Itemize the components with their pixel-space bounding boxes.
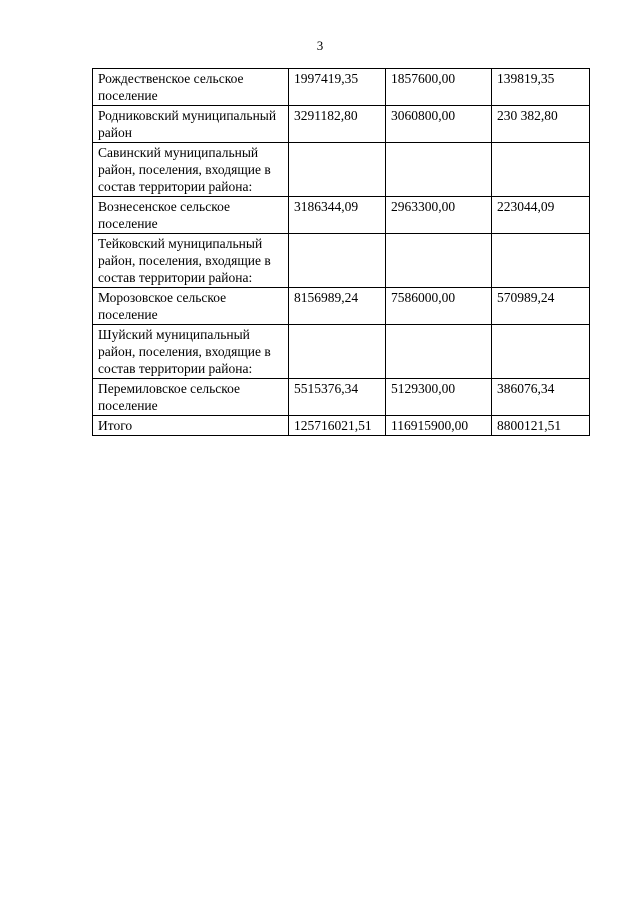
amount-cell-3: 386076,34 <box>492 379 590 416</box>
amount-cell-1: 5515376,34 <box>289 379 386 416</box>
table-row <box>93 69 590 106</box>
municipality-name-cell: Рождественское сельское поселение <box>93 69 289 106</box>
amount-cell-1 <box>289 143 386 197</box>
municipality-name-cell: Родниковский муниципальный район <box>93 106 289 143</box>
table-row <box>93 325 590 379</box>
amount-cell-1 <box>289 325 386 379</box>
table-row <box>93 197 590 234</box>
table-row <box>93 379 590 416</box>
amount-cell-2: 2963300,00 <box>386 197 492 234</box>
amount-cell-1 <box>289 234 386 288</box>
amount-cell-3: 139819,35 <box>492 69 590 106</box>
amount-cell-3 <box>492 325 590 379</box>
amount-cell-3: 230 382,80 <box>492 106 590 143</box>
amount-cell-2 <box>386 325 492 379</box>
municipality-name-cell: Вознесенское сельское поселение <box>93 197 289 234</box>
table-row <box>93 143 590 197</box>
amount-cell-1: 8156989,24 <box>289 288 386 325</box>
municipality-name-cell: Савинский муниципальный район, поселения, входящие в состав территории района: <box>93 143 289 197</box>
amount-cell-2: 1857600,00 <box>386 69 492 106</box>
amount-cell-2 <box>386 143 492 197</box>
municipality-name-cell: Шуйский муниципальный район, поселения, входящие в состав территории района: <box>93 325 289 379</box>
municipality-name-cell: Перемиловское сельское поселение <box>93 379 289 416</box>
total-amount-cell-1: 125716021,51 <box>289 416 386 436</box>
amount-cell-2: 7586000,00 <box>386 288 492 325</box>
total-amount-cell-3: 8800121,51 <box>492 416 590 436</box>
amount-cell-3 <box>492 143 590 197</box>
municipality-name-cell: Тейковский муниципальный район, поселения, входящие в состав территории района: <box>93 234 289 288</box>
total-amount-cell-2: 116915900,00 <box>386 416 492 436</box>
table-row <box>93 106 590 143</box>
total-row <box>93 416 590 436</box>
amount-cell-2: 5129300,00 <box>386 379 492 416</box>
page-number: 3 <box>316 38 324 53</box>
table-row <box>93 234 590 288</box>
amount-cell-2 <box>386 234 492 288</box>
amount-cell-1: 3186344,09 <box>289 197 386 234</box>
amount-cell-2: 3060800,00 <box>386 106 492 143</box>
allocation-table <box>92 68 590 436</box>
amount-cell-3: 223044,09 <box>492 197 590 234</box>
amount-cell-3: 570989,24 <box>492 288 590 325</box>
total-label-cell: Итого <box>93 416 289 436</box>
amount-cell-1: 3291182,80 <box>289 106 386 143</box>
table-row <box>93 288 590 325</box>
amount-cell-3 <box>492 234 590 288</box>
amount-cell-1: 1997419,35 <box>289 69 386 106</box>
municipality-name-cell: Морозовское сельское поселение <box>93 288 289 325</box>
